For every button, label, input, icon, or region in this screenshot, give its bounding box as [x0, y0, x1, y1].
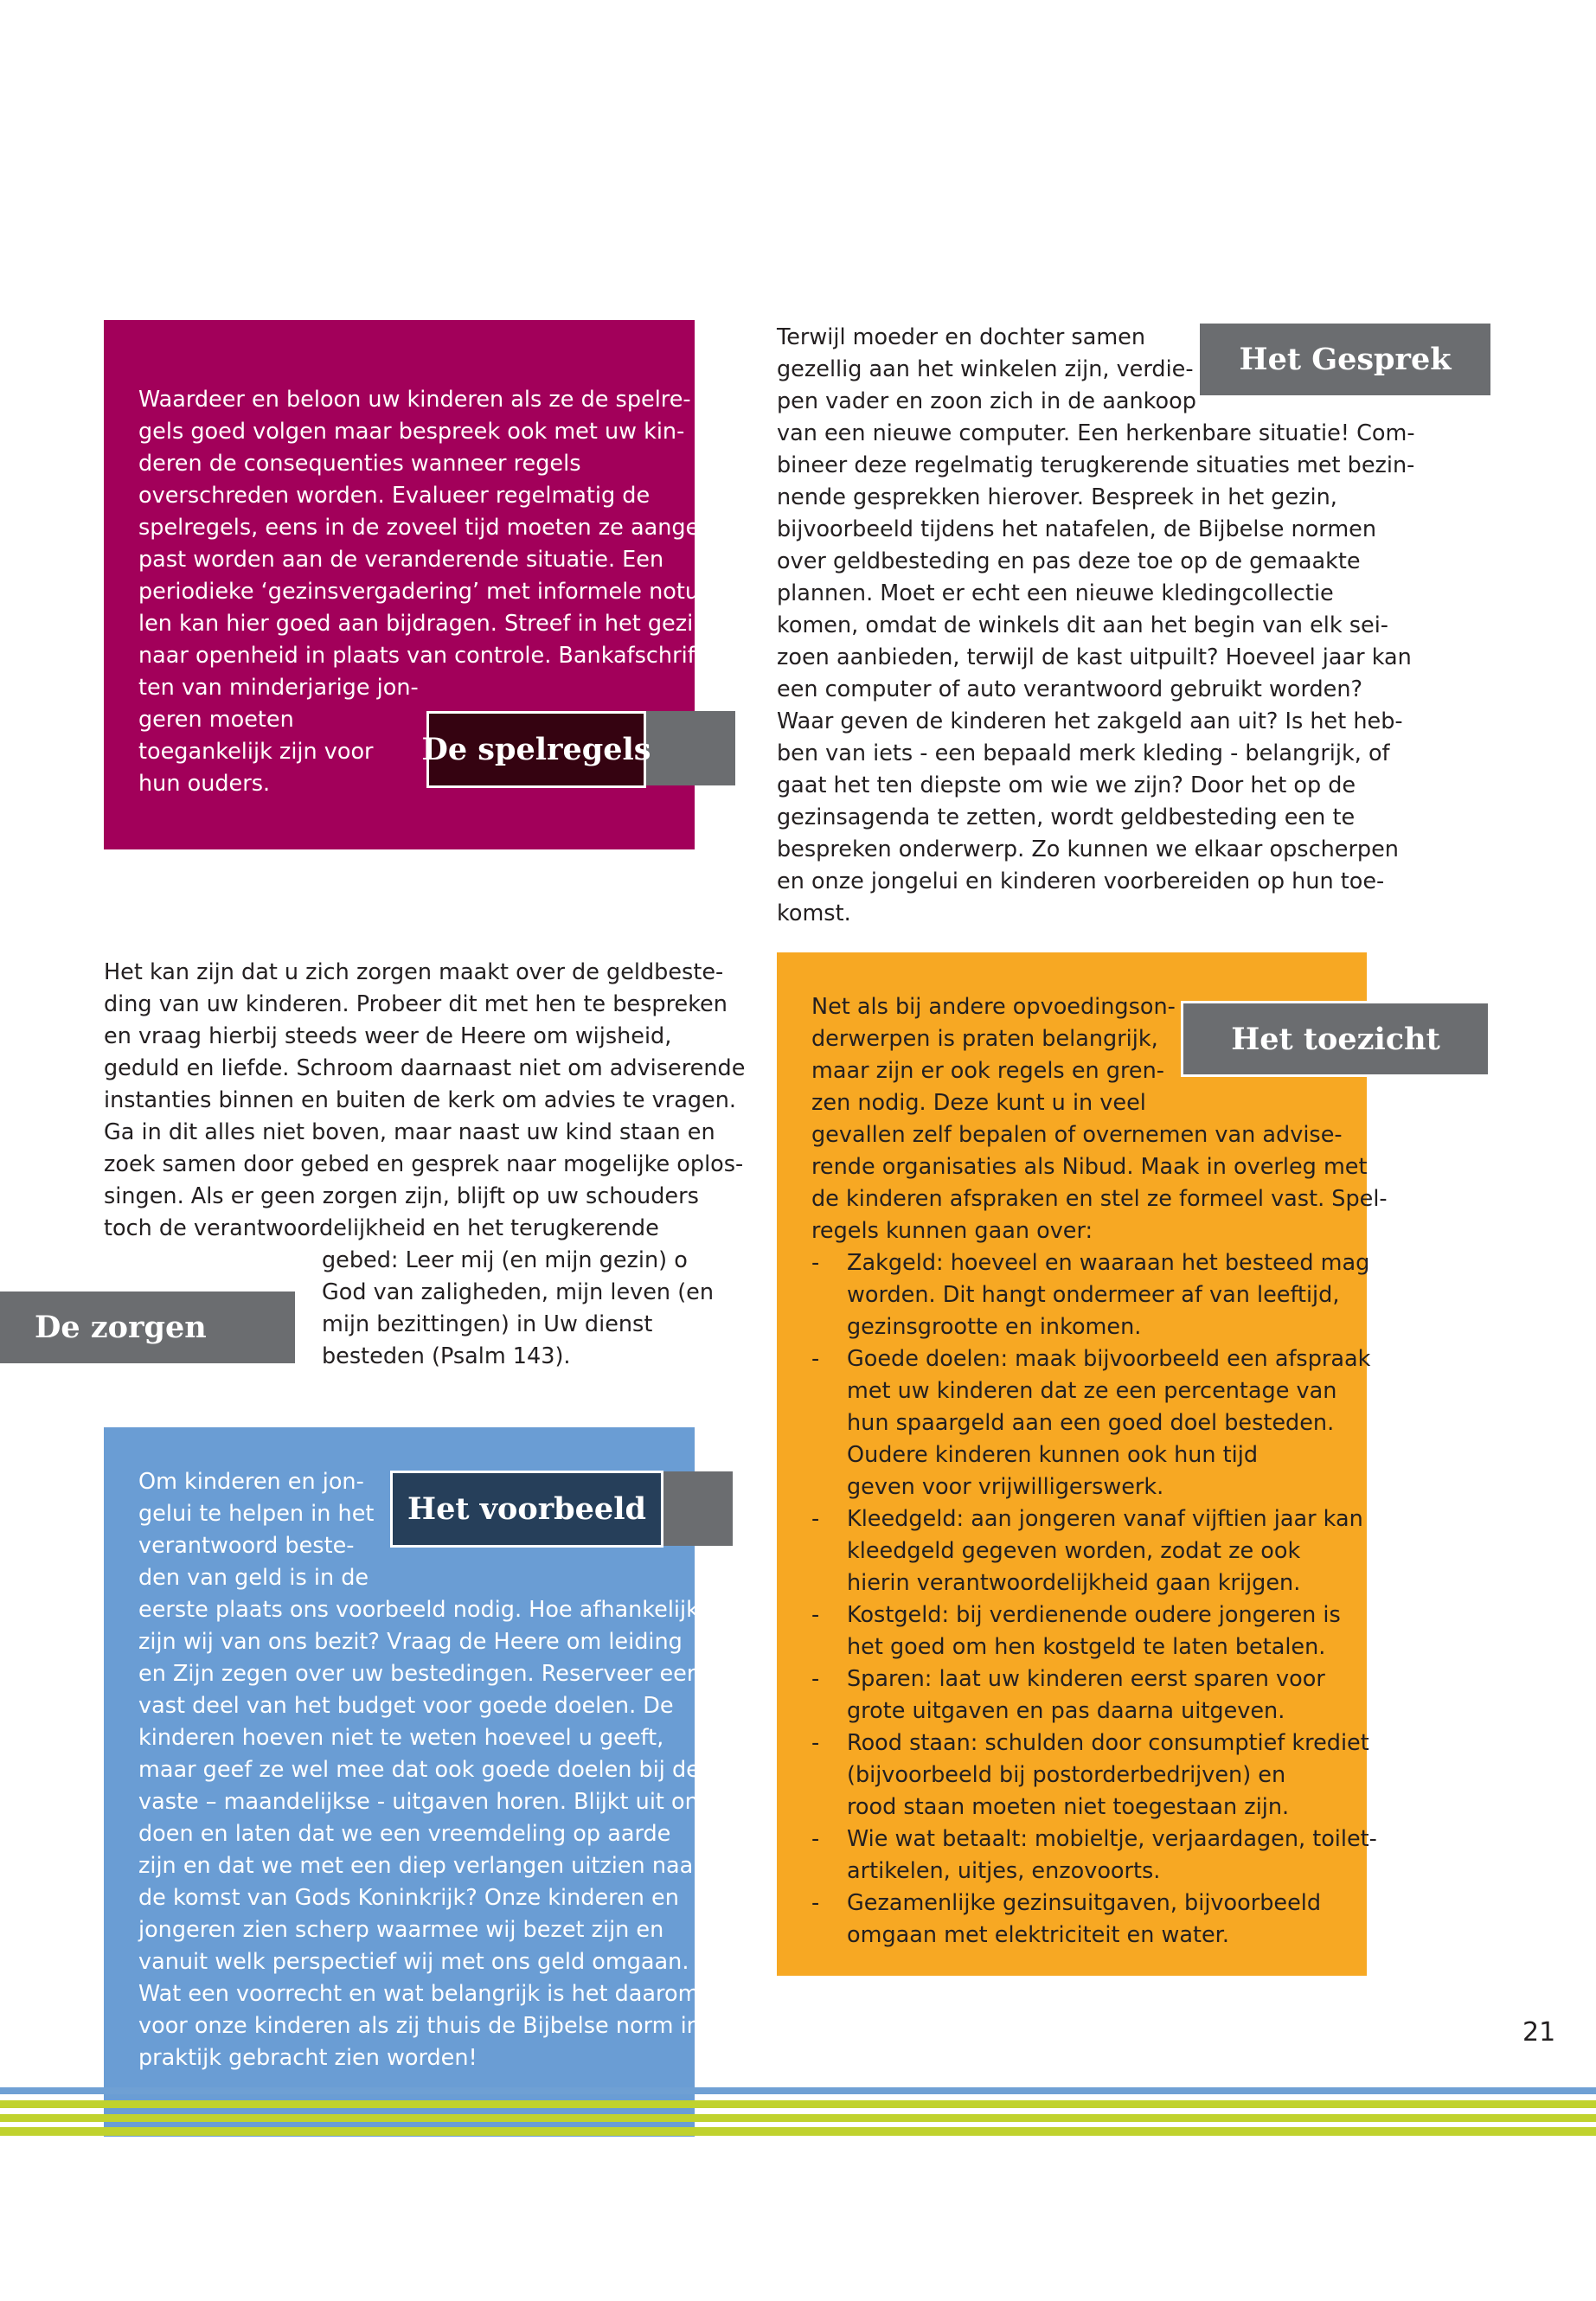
list-item: worden. Dit hangt ondermeer af van leeftijd, — [847, 1282, 1340, 1308]
list-item: Wie wat betaalt: mobieltje, verjaardagen, toilet- — [847, 1826, 1377, 1852]
text-line: Waardeer en beloon uw kinderen als ze de spelre- — [138, 387, 691, 413]
list-bullet: - — [811, 1602, 820, 1628]
text-line: maar zijn er ook regels en gren- — [811, 1058, 1164, 1084]
text-line: nende gesprekken hierover. Bespreek in het gezin, — [777, 484, 1337, 510]
list-item: grote uitgaven en pas daarna uitgeven. — [847, 1698, 1285, 1724]
text-line: Ga in dit alles niet boven, maar naast uw kind staan en — [104, 1119, 715, 1145]
text-line: en onze jongelui en kinderen voorbereiden op hun toe- — [777, 868, 1385, 894]
text-line: vaste – maandelijkse - uitgaven horen. Blijkt uit ons — [138, 1789, 711, 1815]
list-bullet: - — [811, 1826, 820, 1852]
text-line: Net als bij andere opvoedingson- — [811, 994, 1176, 1020]
list-item: Gezamenlijke gezinsuitgaven, bijvoorbeeld — [847, 1890, 1322, 1916]
list-item: Zakgeld: hoeveel en waaraan het besteed mag — [847, 1250, 1370, 1276]
text-line: verantwoord beste- — [138, 1533, 355, 1559]
text-line: voor onze kinderen als zij thuis de Bijbelse norm in — [138, 2013, 701, 2039]
text-line: Waar geven de kinderen het zakgeld aan uit? Is het heb- — [777, 708, 1403, 734]
text-line: zijn en dat we met een diep verlangen uitzien naar — [138, 1853, 702, 1879]
gesprek-heading — [1200, 324, 1490, 395]
text-line: en vraag hierbij steeds weer de Heere om wijsheid, — [104, 1023, 672, 1049]
text-line: toegankelijk zijn voor — [138, 739, 374, 765]
spelregels-heading — [421, 711, 651, 788]
text-line: overschreden worden. Evalueer regelmatig de — [138, 483, 651, 509]
text-line: ding van uw kinderen. Probeer dit met hen te bespreken — [104, 991, 727, 1017]
text-line: pen vader en zoon zich in de aankoop — [777, 388, 1196, 414]
toezicht-heading-label: Het toezicht — [1231, 1021, 1440, 1057]
text-line: periodieke ‘gezinsvergadering’ met informele notu- — [138, 579, 708, 605]
text-line: zoek samen door gebed en gesprek naar mogelijke oplos- — [104, 1151, 744, 1177]
text-line: kinderen hoeven niet te weten hoeveel u geeft, — [138, 1725, 664, 1751]
list-item: Kostgeld: bij verdienende oudere jongeren is — [847, 1602, 1341, 1628]
text-line: van een nieuwe computer. Een herkenbare situatie! Com- — [777, 420, 1415, 446]
list-bullet: - — [811, 1506, 820, 1532]
text-line: bineer deze regelmatig terugkerende situaties met bezin- — [777, 452, 1415, 478]
text-line: gaat het ten diepste om wie we zijn? Door het op de — [777, 772, 1356, 798]
text-line: de komst van Gods Koninkrijk? Onze kinderen en — [138, 1885, 679, 1911]
list-bullet: - — [811, 1890, 820, 1916]
stripe-green-3 — [0, 2127, 1596, 2136]
list-bullet: - — [811, 1730, 820, 1756]
text-line: God van zaligheden, mijn leven (en — [322, 1279, 714, 1305]
text-line: rende organisaties als Nibud. Maak in overleg met — [811, 1154, 1368, 1180]
text-line: Wat een voorrecht en wat belangrijk is het daarom — [138, 1981, 700, 2007]
text-line: toch de verantwoordelijkheid en het terugkerende — [104, 1215, 659, 1241]
text-line: zoen aanbieden, terwijl de kast uitpuilt? Hoeveel jaar kan — [777, 644, 1412, 670]
text-line: len kan hier goed aan bijdragen. Streef in het gezin — [138, 611, 708, 637]
list-item: Goede doelen: maak bijvoorbeeld een afspraak — [847, 1346, 1371, 1372]
text-line: komen, omdat de winkels dit aan het begin van elk sei- — [777, 612, 1388, 638]
list-item: (bijvoorbeeld bij postorderbedrijven) en — [847, 1762, 1286, 1788]
stripe-blue — [0, 2087, 1596, 2094]
list-item: Sparen: laat uw kinderen eerst sparen voor — [847, 1666, 1325, 1692]
spelregels-heading-label: De spelregels — [421, 732, 651, 767]
text-line: ten van minderjarige jon- — [138, 675, 419, 701]
list-item: hun spaargeld aan een goed doel besteden. — [847, 1410, 1335, 1436]
text-line: besteden (Psalm 143). — [322, 1343, 571, 1369]
text-line: over geldbesteding en pas deze toe op de gemaakte — [777, 548, 1361, 574]
text-line: ben van iets - een bepaald merk kleding - belangrijk, of — [777, 740, 1390, 766]
list-item: rood staan moeten niet toegestaan zijn. — [847, 1794, 1290, 1820]
toezicht-heading — [1181, 1001, 1490, 1077]
text-line: vast deel van het budget voor goede doelen. De — [138, 1693, 674, 1719]
text-line: hun ouders. — [138, 771, 271, 797]
gesprek-heading-label: Het Gesprek — [1239, 342, 1452, 377]
text-line: mijn bezittingen) in Uw dienst — [322, 1311, 653, 1337]
text-line: bijvoorbeeld tijdens het natafelen, de Bijbelse normen — [777, 516, 1377, 542]
text-line: Het kan zijn dat u zich zorgen maakt over de geldbeste- — [104, 959, 724, 985]
text-line: derwerpen is praten belangrijk, — [811, 1026, 1158, 1052]
zorgen-heading-label: De zorgen — [35, 1310, 207, 1345]
text-line: singen. Als er geen zorgen zijn, blijft op uw schouders — [104, 1183, 699, 1209]
text-line: praktijk gebracht zien worden! — [138, 2045, 478, 2071]
list-item: omgaan met elektriciteit en water. — [847, 1922, 1229, 1948]
text-line: gebed: Leer mij (en mijn gezin) o — [322, 1247, 688, 1273]
page-number: 21 — [1522, 2017, 1556, 2048]
list-item: kleedgeld gegeven worden, zodat ze ook — [847, 1538, 1301, 1564]
text-line: Om kinderen en jon- — [138, 1469, 364, 1495]
text-line: eerste plaats ons voorbeeld nodig. Hoe afhankelijk — [138, 1597, 699, 1623]
text-line: de kinderen afspraken en stel ze formeel vast. Spel- — [811, 1186, 1388, 1212]
text-line: geren moeten — [138, 707, 294, 733]
text-line: deren de consequenties wanneer regels — [138, 451, 581, 477]
list-item: Kleedgeld: aan jongeren vanaf vijftien jaar kan — [847, 1506, 1363, 1532]
list-item: hierin verantwoordelijkheid gaan krijgen. — [847, 1570, 1301, 1596]
voorbeeld-heading-label: Het voorbeeld — [407, 1491, 646, 1527]
text-line: maar geef ze wel mee dat ook goede doelen bij de — [138, 1757, 700, 1783]
text-line: plannen. Moet er echt een nieuwe kledingcollectie — [777, 580, 1334, 606]
text-line: jongeren zien scherp waarmee wij bezet zijn en — [138, 1917, 664, 1943]
list-item: gezinsgrootte en inkomen. — [847, 1314, 1142, 1340]
list-bullet: - — [811, 1250, 820, 1276]
text-line: gezellig aan het winkelen zijn, verdie- — [777, 356, 1194, 382]
list-item: Oudere kinderen kunnen ook hun tijd — [847, 1442, 1259, 1468]
text-line: naar openheid in plaats van controle. Bankafschrif- — [138, 643, 702, 669]
list-item: het goed om hen kostgeld te laten betalen. — [847, 1634, 1326, 1660]
stripe-green-1 — [0, 2100, 1596, 2108]
list-item: met uw kinderen dat ze een percentage van — [847, 1378, 1337, 1404]
text-line: doen en laten dat we een vreemdeling op aarde — [138, 1821, 671, 1847]
text-line: een computer of auto verantwoord gebruikt worden? — [777, 676, 1363, 702]
list-item: artikelen, uitjes, enzovoorts. — [847, 1858, 1161, 1884]
voorbeeld-heading — [390, 1471, 663, 1548]
text-line: gezinsagenda te zetten, wordt geldbesteding een te — [777, 804, 1356, 830]
text-line: gevallen zelf bepalen of overnemen van advise- — [811, 1122, 1343, 1148]
stripe-green-2 — [0, 2114, 1596, 2122]
voorbeeld-heading-shadow — [657, 1471, 733, 1546]
text-line: bespreken onderwerp. Zo kunnen we elkaar opscherpen — [777, 836, 1399, 862]
text-line: en Zijn zegen over uw bestedingen. Reserveer een — [138, 1661, 702, 1687]
zorgen-heading — [0, 1292, 295, 1363]
text-line: vanuit welk perspectief wij met ons geld omgaan. — [138, 1949, 689, 1975]
text-line: instanties binnen en buiten de kerk om advies te vragen. — [104, 1087, 737, 1113]
list-bullet: - — [811, 1346, 820, 1372]
text-line: gels goed volgen maar bespreek ook met uw kin- — [138, 419, 685, 445]
text-line: Terwijl moeder en dochter samen — [777, 324, 1146, 350]
text-line: zijn wij van ons bezit? Vraag de Heere om leiding — [138, 1629, 683, 1655]
list-bullet: - — [811, 1666, 820, 1692]
list-item: Rood staan: schulden door consumptief krediet — [847, 1730, 1369, 1756]
text-line: spelregels, eens in de zoveel tijd moeten ze aange- — [138, 515, 708, 541]
text-line: geduld en liefde. Schroom daarnaast niet om adviserende — [104, 1055, 746, 1081]
text-line: zen nodig. Deze kunt u in veel — [811, 1090, 1146, 1116]
text-line: regels kunnen gaan over: — [811, 1218, 1093, 1244]
text-line: gelui te helpen in het — [138, 1501, 375, 1527]
text-line: komst. — [777, 901, 851, 926]
text-line: den van geld is in de — [138, 1565, 369, 1591]
text-line: past worden aan de veranderende situatie. Een — [138, 547, 664, 573]
list-item: geven voor vrijwilligerswerk. — [847, 1474, 1164, 1500]
